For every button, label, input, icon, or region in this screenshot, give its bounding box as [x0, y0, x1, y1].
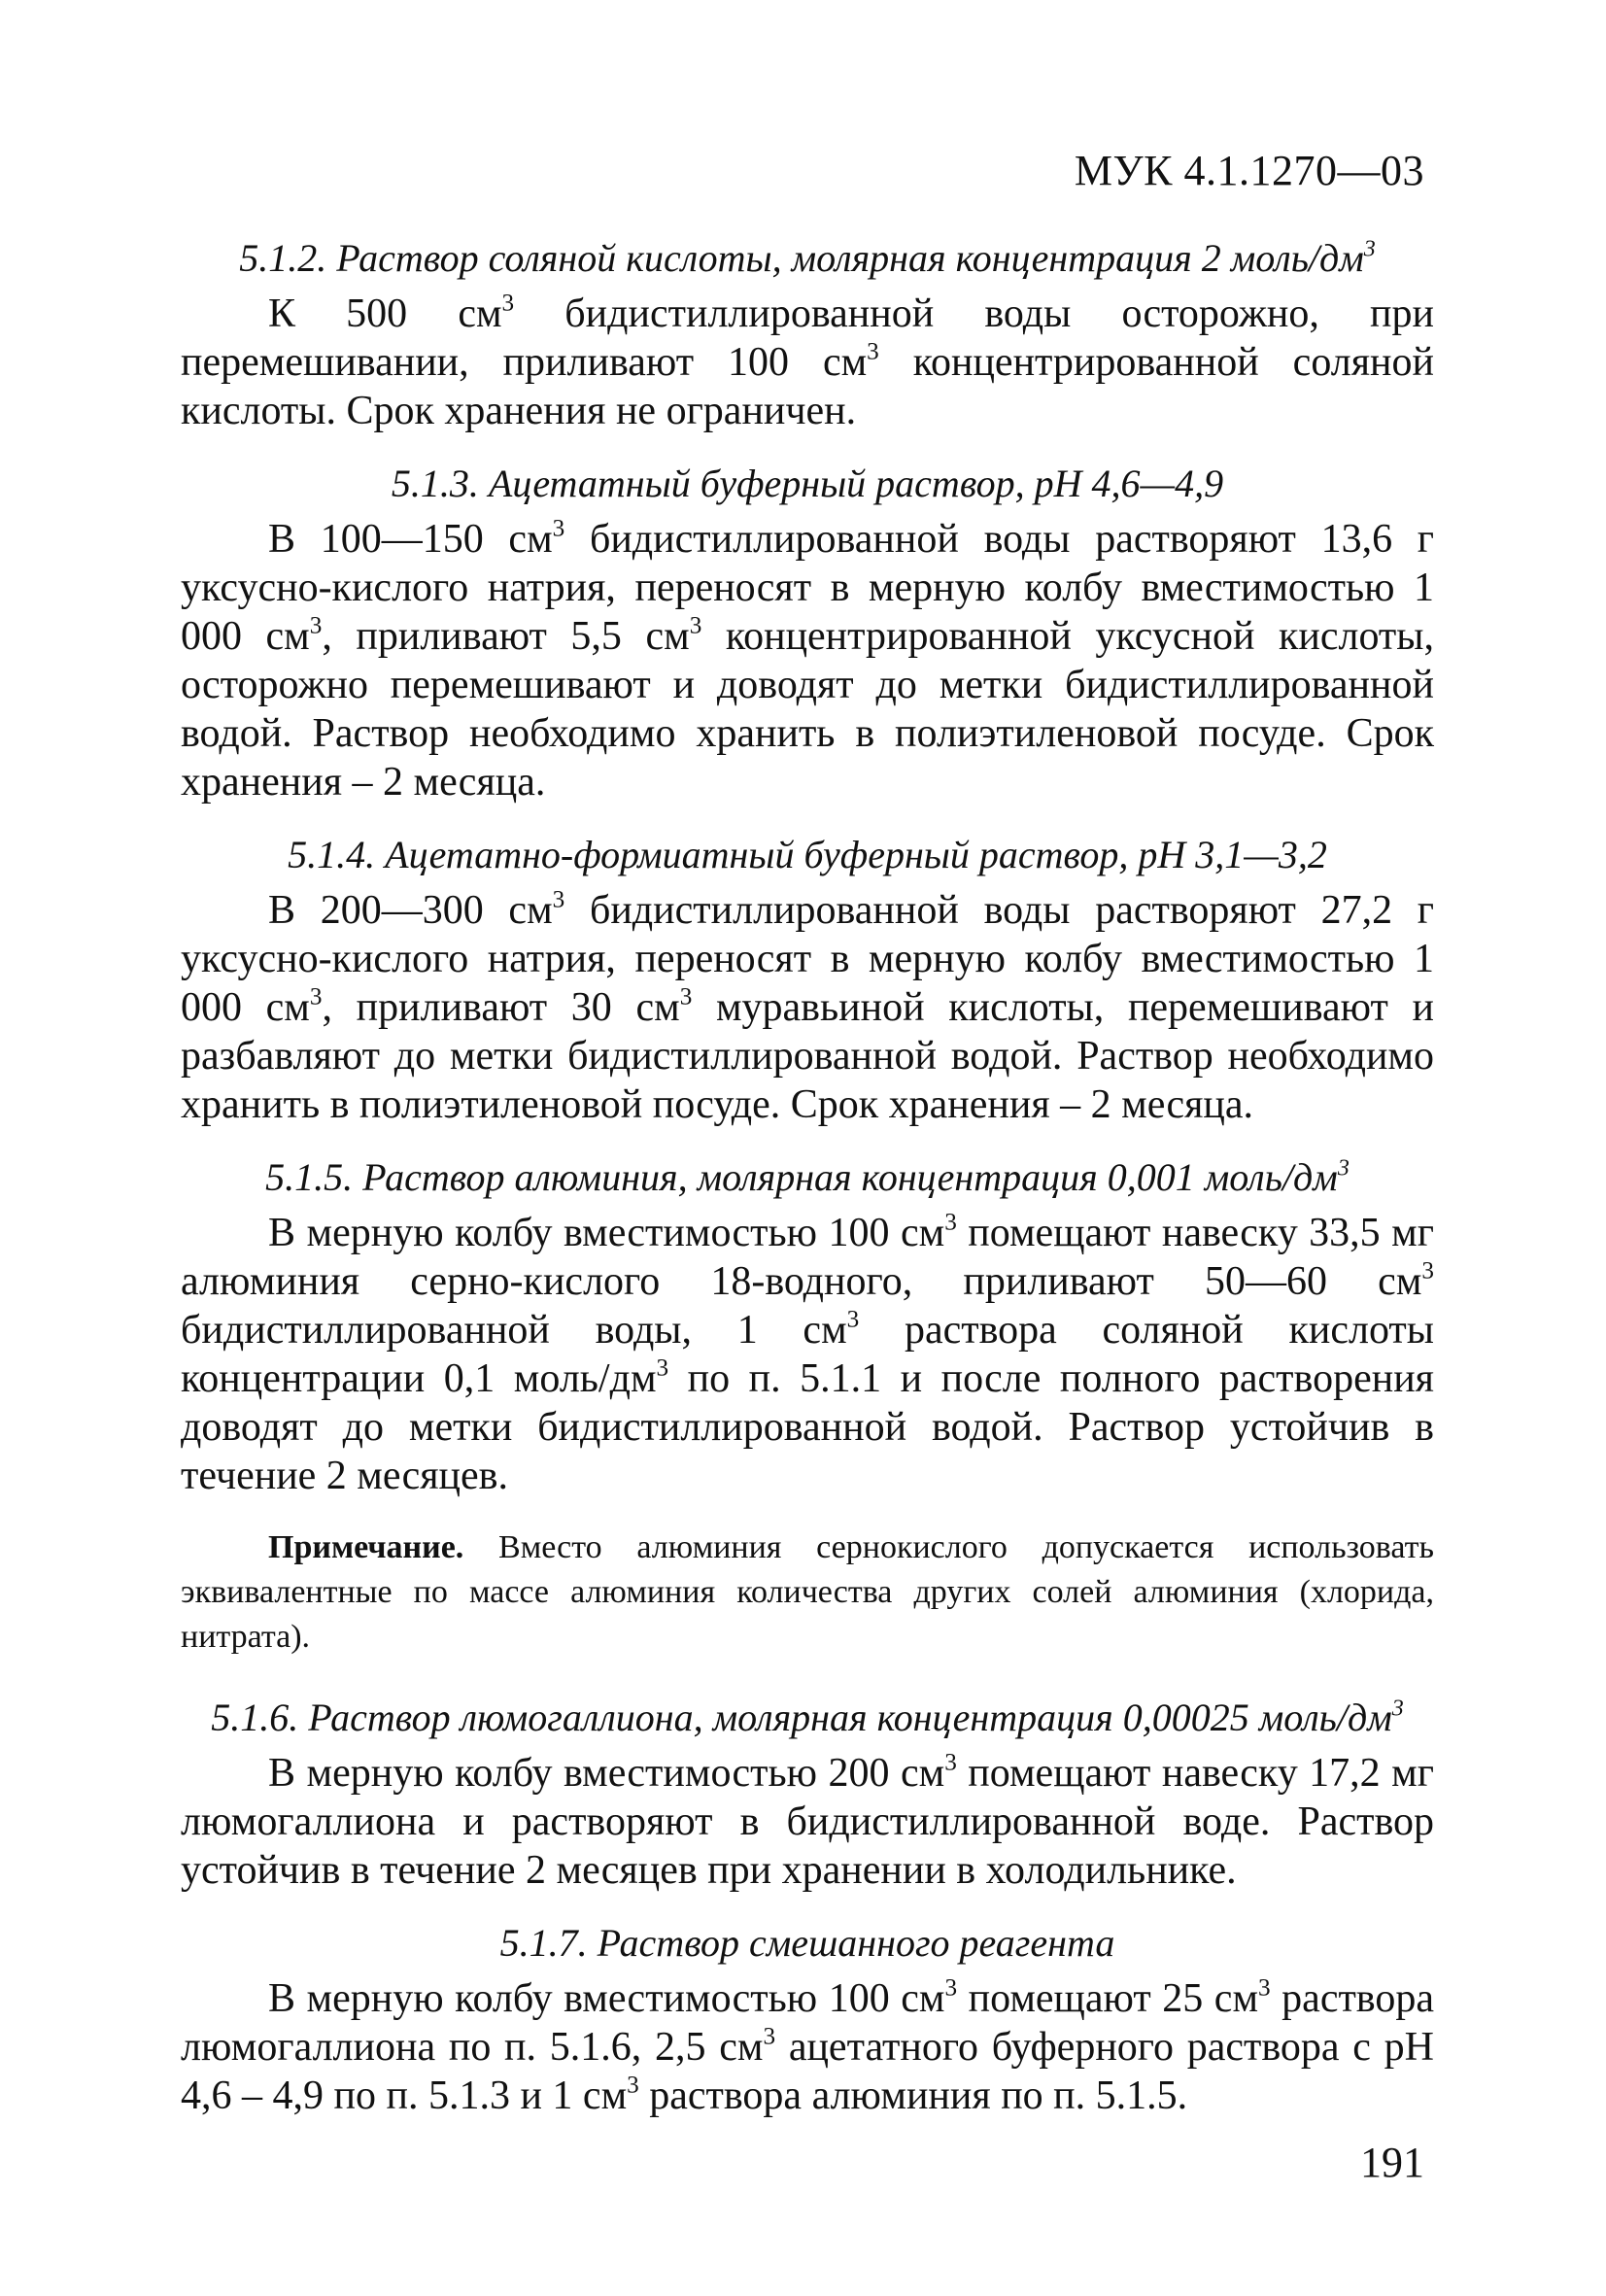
paragraph-5-1-3: В 100—150 $см^3$ бидистиллированной воды растворяют 13,6 г уксусно-кислого натрия, переносят в мерную колбу вместимостью 1 000 $см^3$, приливают 5,5 $см^3$ концентрированной уксусной кислоты, осторожно перемешивают и доводят до метки бидистиллированной водой. Раствор необходимо хранить в полиэтиленовой посуде. Срок хранения – 2 месяца. [181, 515, 1435, 805]
paragraph-5-1-4: В 200—300 $см^3$ бидистиллированной воды растворяют 27,2 г уксусно-кислого натрия, переносят в мерную колбу вместимостью 1 000 $см^3$, приливают 30 $см^3$ муравьиной кислоты, перемешивают и разбавляют до метки бидистиллированной водой. Раствор необходимо хранить в полиэтиленовой посуде. Срок хранения – 2 месяца. [181, 886, 1435, 1127]
section-heading-5-1-6: 5.1.6. Раствор люмогаллиона, молярная концентрация 0,00025 моль/$дм^3$ [211, 1696, 1404, 1739]
paragraph-5-1-2: К 500 $см^3$ бидистиллированной воды осторожно, при перемешивании, приливают 100 $см^3$ концентрированной соляной кислоты. Срок хранения не ограничен. [181, 290, 1434, 433]
paragraph-5-1-5: В мерную колбу вместимостью 100 $см^3$ помещают навеску 33,5 мг алюминия серно-кислого 18-водного, приливают 50—60 $см^3$ бидистиллированной воды, 1 $см^3$ раствора соляной кислоты концентрации 0,1 моль/$дм^3$ по п. 5.1.1 и после полного растворения доводят до метки бидистиллированной водой. Раствор устойчив в течение 2 месяцев. [181, 1209, 1434, 1498]
section-heading-5-1-4: 5.1.4. Ацетатно-формиатный буферный раствор, pH 3,1—3,2 [288, 833, 1327, 876]
section-heading-5-1-5: 5.1.5. Раствор алюминия, молярная концентрация 0,001 моль/$дм^3$ [265, 1155, 1350, 1199]
paragraph-5-1-6: В мерную колбу вместимостью 200 $см^3$ помещают навеску 17,2 мг люмогаллиона и растворяют в бидистиллированной воде. Раствор устойчив в течение 2 месяцев при хранении в холодильнике. [181, 1749, 1434, 1893]
page-number: 191 [1360, 2139, 1424, 2186]
section-heading-5-1-7: 5.1.7. Раствор смешанного реагента [499, 1921, 1115, 1965]
note-label: Примечание. [268, 1529, 464, 1565]
section-heading-5-1-3: 5.1.3. Ацетатный буферный раствор, pH 4,6—4,9 [391, 462, 1224, 505]
section-heading-5-1-2: 5.1.2. Раствор соляной кислоты, молярная концентрация 2 моль/$дм^3$ [239, 236, 1376, 280]
page-content [181, 231, 1434, 2142]
paragraph-5-1-7: В мерную колбу вместимостью 100 $см^3$ помещают 25 $см^3$ раствора люмогаллиона по п. 5.1.6, 2,5 $см^3$ ацетатного буферного раствора с pH 4,6 – 4,9 по п. 5.1.3 и 1 $см^3$ раствора алюминия по п. 5.1.5. [181, 1974, 1434, 2118]
note-paragraph: Примечание. Вместо алюминия сернокислого допускается использовать эквивалентные по массе алюминия количества других солей алюминия (хлорида, нитрата). [181, 1529, 1434, 1655]
document-code-header: МУК 4.1.1270—03 [1074, 147, 1424, 194]
